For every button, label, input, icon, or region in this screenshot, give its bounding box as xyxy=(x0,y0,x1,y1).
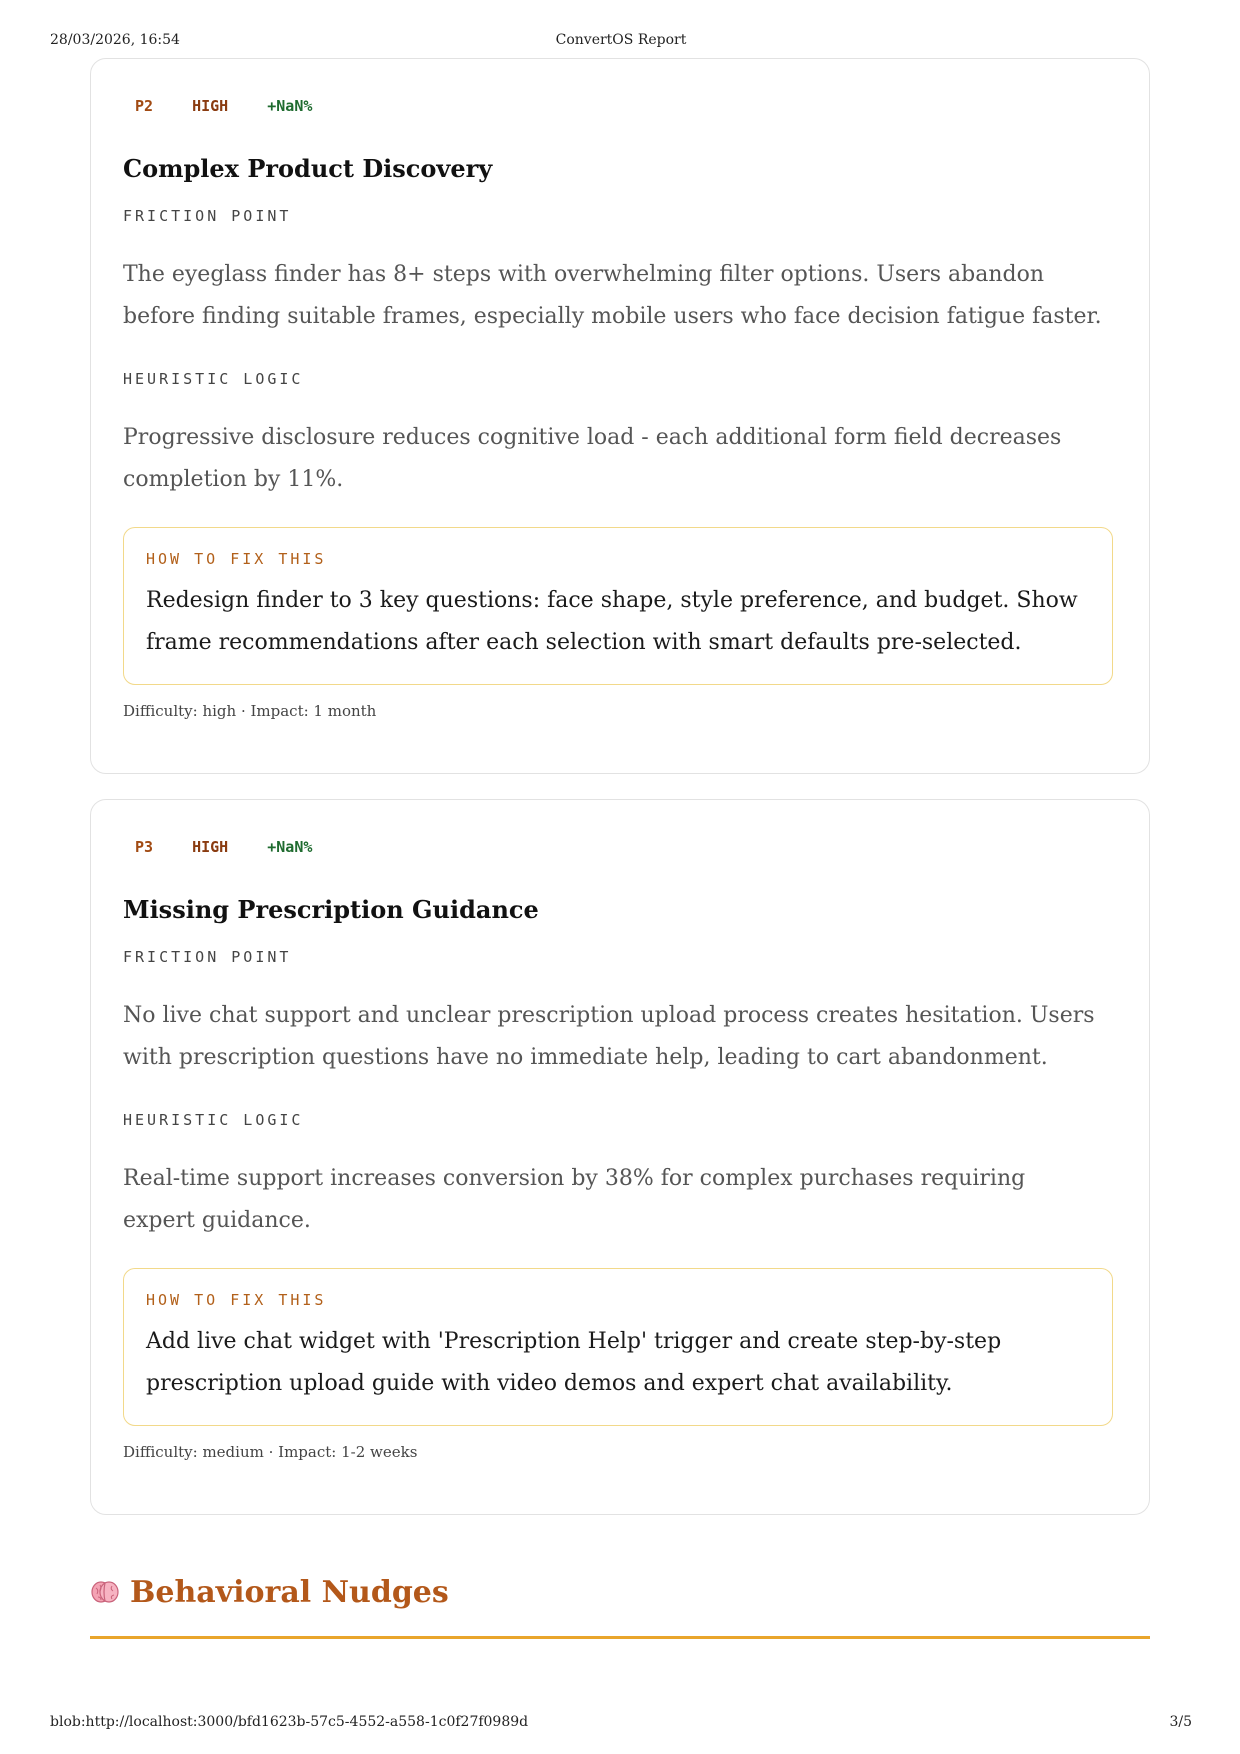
heuristic-text: Progressive disclosure reduces cognitive load - each additional form field decreases completion by 11%. xyxy=(123,425,1062,492)
fix-box xyxy=(123,527,1113,685)
heuristic-label: HEURISTIC LOGIC xyxy=(123,1111,304,1129)
priority-badge: P2 xyxy=(135,97,154,115)
print-datetime: 28/03/2026, 16:54 xyxy=(50,32,180,48)
fix-label: HOW TO FIX THIS xyxy=(146,1291,327,1309)
card-meta: Difficulty: medium · Impact: 1-2 weeks xyxy=(123,1443,418,1461)
heuristic-label: HEURISTIC LOGIC xyxy=(123,370,304,388)
fix-label: HOW TO FIX THIS xyxy=(146,550,327,568)
print-url: blob:http://localhost:3000/bfd1623b-57c5-4552-a558-1c0f27f0989d xyxy=(50,1714,529,1730)
friction-label: FRICTION POINT xyxy=(123,207,292,225)
impact-badge: +NaN% xyxy=(267,97,313,115)
card-title: Missing Prescription Guidance xyxy=(123,895,539,924)
fix-text: Add live chat widget with 'Prescription Help' trigger and create step-by-step prescription upload guide with video demos and expert chat availability. xyxy=(146,1329,1002,1396)
fix-box xyxy=(123,1268,1113,1426)
print-title: ConvertOS Report xyxy=(555,32,687,48)
print-footer xyxy=(50,1714,1192,1754)
friction-text: No live chat support and unclear prescription upload process creates hesitation. Users with prescription questions have no immediate help, leading to cart abandonment. xyxy=(123,1003,1095,1070)
severity-badge: HIGH xyxy=(192,838,229,856)
friction-text: The eyeglass finder has 8+ steps with overwhelming filter options. Users abandon before finding suitable frames, especially mobile users who face decision fatigue faster. xyxy=(123,262,1102,329)
impact-badge: +NaN% xyxy=(267,838,313,856)
section-divider xyxy=(90,1636,1150,1639)
page-number: 3/5 xyxy=(1169,1714,1192,1730)
recommendation-card xyxy=(90,58,1150,774)
heuristic-text: Real-time support increases conversion by 38% for complex purchases requiring expert guidance. xyxy=(123,1166,1026,1233)
card-meta: Difficulty: high · Impact: 1 month xyxy=(123,702,377,720)
severity-badge: HIGH xyxy=(192,97,229,115)
card-tags xyxy=(135,97,342,117)
print-header xyxy=(50,32,1192,54)
card-tags xyxy=(135,838,342,858)
fix-text: Redesign finder to 3 key questions: face shape, style preference, and budget. Show frame recommendations after each selection with smart defaults pre-selected. xyxy=(146,588,1078,655)
section-title: Behavioral Nudges xyxy=(130,1575,449,1610)
brain-icon xyxy=(90,1577,120,1607)
recommendation-card xyxy=(90,799,1150,1515)
priority-badge: P3 xyxy=(135,838,154,856)
card-title: Complex Product Discovery xyxy=(123,154,493,183)
friction-label: FRICTION POINT xyxy=(123,948,292,966)
